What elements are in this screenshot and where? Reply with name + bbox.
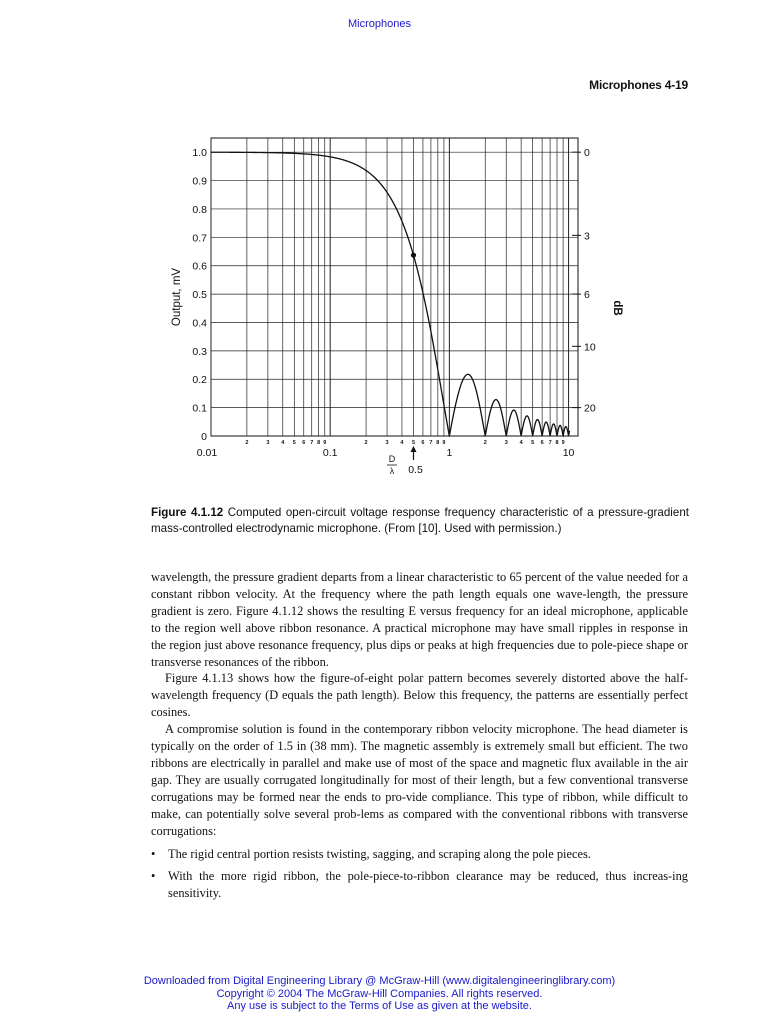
x-minor-tick-label: 2	[364, 440, 368, 446]
x-minor-tick-label: 3	[385, 440, 389, 446]
y-tick-label: 0.6	[192, 260, 207, 273]
running-head: Microphones 4-19	[589, 78, 688, 92]
x-minor-tick-label: 4	[281, 440, 285, 446]
caption-text: Computed open-circuit voltage response frequency characteristic of a pressure-gradient mass-controlled electrodynamic microphone. (From [10]. Used with permission.)	[151, 506, 689, 535]
x-minor-tick-label: 3	[266, 440, 270, 446]
x-minor-tick-label: 5	[411, 440, 416, 446]
caption-label: Figure 4.1.12	[151, 506, 224, 519]
footer-line-2: Copyright © 2004 The McGraw-Hill Companies. All rights reserved.	[216, 987, 543, 1000]
footer	[0, 975, 759, 1013]
y-tick-label: 0.4	[192, 317, 207, 330]
x-tick-label: 0.1	[322, 447, 338, 459]
body-text	[151, 569, 688, 908]
x-minor-tick-label: 5	[531, 440, 535, 446]
x-tick-label: 1	[446, 447, 453, 459]
marker-label: 0.5	[408, 464, 423, 476]
y-tick-label: 0.7	[192, 232, 207, 245]
x-minor-tick-label: 8	[317, 440, 321, 446]
y-tick-label: 0.1	[192, 402, 207, 415]
x-minor-tick-label: 6	[540, 440, 544, 446]
db-tick-label: 0	[584, 147, 590, 160]
bullet-item-1: • The rigid central portion resists twisting, sagging, and scraping along the pole pieces.	[151, 846, 688, 863]
x-minor-tick-label: 2	[483, 440, 487, 446]
x-minor-tick-label: 7	[310, 440, 314, 446]
figure-caption	[151, 505, 689, 537]
x-minor-tick-label: 5	[292, 440, 296, 446]
x-minor-tick-label: 8	[555, 440, 559, 446]
y-tick-label: 0	[201, 431, 207, 443]
footer-line-3[interactable]: Any use is subject to the Terms of Use as given at the website.	[227, 1000, 532, 1012]
x-axis-title-top: D	[388, 454, 396, 464]
y-tick-label: 0.2	[192, 374, 207, 387]
y-tick-label: 1.0	[192, 147, 207, 160]
paragraph-1: wavelength, the pressure gradient departs from a linear characteristic to 65 percent of the value needed for a constant ribbon velocity. At the frequency where the path length equals one wave-length, the pressure gradient is zero. Figure 4.1.12 shows the resulting E versus frequency for an ideal microphone, applicable to the region well above ribbon resonance. A practical microphone may have small ripples in response in the region just above resonance frequency, plus dips or peaks at high frequencies due to pole-piece shape or transverse resonances of the ribbon.	[151, 570, 688, 669]
x-minor-tick-label: 2	[245, 440, 249, 446]
x-axis-title-bottom: λ	[389, 466, 395, 476]
db-tick-label: 6	[584, 289, 590, 302]
footer-line-1[interactable]: Downloaded from Digital Engineering Library @ McGraw-Hill (www.digitalengineeringlibrary.com)	[143, 975, 616, 987]
x-tick-label: 10	[562, 447, 575, 459]
bullet-list	[151, 846, 688, 903]
bullet-item-2: • With the more rigid ribbon, the pole-piece-to-ribbon clearance may be reduced, thus increas-ing sensitivity.	[151, 868, 688, 902]
y-tick-label: 0.9	[192, 175, 207, 188]
x-minor-tick-label: 4	[519, 440, 523, 446]
x-minor-tick-label: 6	[302, 440, 306, 446]
x-minor-tick-label: 7	[548, 440, 552, 446]
x-minor-tick-label: 9	[442, 440, 446, 446]
db-tick-label: 10	[584, 341, 596, 354]
x-minor-tick-label: 4	[400, 440, 404, 446]
response-chart	[150, 132, 623, 477]
x-minor-tick-label: 9	[323, 440, 327, 446]
x-minor-tick-label: 6	[421, 440, 425, 446]
plot-frame	[211, 138, 578, 436]
x-minor-tick-label: 3	[504, 440, 508, 446]
y-tick-label: 0.8	[192, 203, 207, 216]
y-tick-label: 0.5	[192, 289, 207, 302]
paragraph-2: Figure 4.1.13 shows how the figure-of-eight polar pattern becomes severely distorted above the half-wavelength frequency (D equals the path length). Below this frequency, the patterns are essentially perfect cosines.	[151, 671, 688, 720]
top-link[interactable]: Microphones	[348, 18, 411, 30]
db-tick-label: 3	[584, 230, 590, 243]
x-minor-tick-label: 8	[436, 440, 440, 446]
y2-axis-title: dB	[611, 300, 623, 316]
paragraph-3: A compromise solution is found in the contemporary ribbon velocity microphone. The head diameter is typically on the order of 1.5 in (38 mm). The magnetic assembly is extremely small but efficient. The two ribbons are electrically in parallel and make use of most of the space and magnetic flux available in the air gap. They are usually corrugated longitudinally for most of their length, but a few conventional transverse corrugations may be formed near the ends to pro-vide compliance. This type of ribbon, while difficult to make, can potentially solve several prob-lems as compared with the conventional ribbons with transverse corrugations:	[151, 722, 688, 838]
x-minor-tick-label: 7	[429, 440, 433, 446]
y-axis-title: Output, mV	[171, 267, 183, 327]
db-tick-label: 20	[584, 402, 596, 415]
y-tick-label: 0.3	[192, 345, 207, 358]
x-tick-label: 0.01	[196, 447, 218, 459]
marker-dot	[411, 253, 416, 258]
x-minor-tick-label: 9	[561, 440, 565, 446]
